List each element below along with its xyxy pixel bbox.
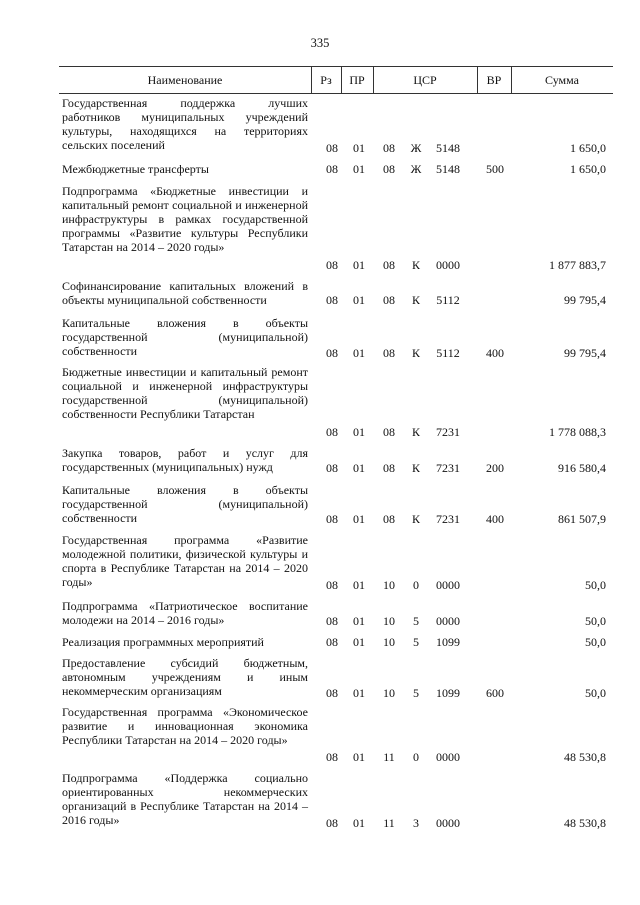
- row-csr-3: 7231: [436, 461, 460, 475]
- row-csr-3: 0000: [436, 614, 460, 628]
- row-pr: 01: [353, 258, 365, 272]
- row-csr-2: К: [411, 461, 420, 475]
- row-csr-1: 10: [383, 635, 395, 649]
- row-pr: 01: [353, 425, 365, 439]
- row-csr-2: 5: [413, 614, 419, 628]
- row-name: Реализация программных мероприятий: [62, 635, 264, 649]
- row-name: Бюджетные инвестиции и капитальный ремонт социальной и инженерной инфраструктуры государственной (муниципальной) собственности Республики Татарстан: [62, 365, 308, 422]
- header-csr: ЦСР: [413, 73, 437, 87]
- row-pr: 01: [353, 141, 365, 155]
- row-pr: 01: [353, 293, 365, 307]
- row-name: Государственная программа «Развитие молодежной политики, физической культуры и спорта в Республике Татарстан на 2014 – 2020 годы»: [62, 533, 308, 590]
- row-name: Предоставление субсидий бюджетным, автономным учреждениям и иным некоммерческим организациям: [62, 656, 308, 699]
- row-sum: 50,0: [585, 578, 606, 592]
- row-pr: 01: [353, 346, 365, 360]
- row-csr-1: 08: [383, 512, 395, 526]
- row-pr: 01: [353, 461, 365, 475]
- row-pr: 01: [353, 635, 365, 649]
- row-csr-1: 11: [383, 816, 395, 830]
- row-csr-1: 08: [383, 425, 395, 439]
- row-name: Межбюджетные трансферты: [62, 162, 209, 176]
- row-csr-3: 1099: [436, 635, 460, 649]
- row-csr-3: 5148: [436, 162, 460, 176]
- row-name: Софинансирование капитальных вложений в объекты муниципальной собственности: [62, 279, 308, 308]
- row-pr: 01: [353, 816, 365, 830]
- row-csr-1: 08: [383, 293, 395, 307]
- row-name: Подпрограмма «Поддержка социально ориентированных некоммерческих организаций в Республике Татарстан на 2014 – 2016 годы»: [62, 771, 308, 828]
- row-csr-2: 5: [413, 635, 419, 649]
- row-vr: 600: [486, 686, 504, 700]
- row-csr-2: Ж: [410, 141, 422, 155]
- row-rz: 08: [326, 346, 338, 360]
- row-sum: 916 580,4: [558, 461, 606, 475]
- row-csr-2: К: [411, 346, 420, 360]
- row-name: Подпрограмма «Бюджетные инвестиции и капитальный ремонт социальной и инженерной инфраструктуры в рамках государственной программы «Развитие культуры Республики Татарстан на 2014 – 2020 годы»: [62, 184, 308, 255]
- row-pr: 01: [353, 162, 365, 176]
- row-csr-2: 0: [413, 750, 419, 764]
- row-csr-3: 1099: [436, 686, 460, 700]
- row-sum: 861 507,9: [558, 512, 606, 526]
- row-csr-1: 08: [383, 258, 395, 272]
- row-rz: 08: [326, 750, 338, 764]
- row-rz: 08: [326, 816, 338, 830]
- row-csr-3: 5148: [436, 141, 460, 155]
- row-sum: 1 877 883,7: [549, 258, 606, 272]
- page-number: 335: [310, 36, 330, 50]
- row-csr-2: 3: [413, 816, 419, 830]
- row-name: Капитальные вложения в объекты государственной (муниципальной) собственности: [62, 483, 308, 526]
- row-csr-3: 7231: [436, 425, 460, 439]
- row-rz: 08: [326, 141, 338, 155]
- row-sum: 50,0: [585, 614, 606, 628]
- row-csr-2: 5: [413, 686, 419, 700]
- row-pr: 01: [353, 686, 365, 700]
- row-rz: 08: [326, 258, 338, 272]
- row-name: Государственная поддержка лучших работников муниципальных учреждений культуры, находящихся на территориях сельских поселений: [62, 96, 308, 153]
- row-csr-2: К: [411, 293, 420, 307]
- header-rz: Рз: [320, 73, 332, 87]
- row-csr-2: К: [411, 258, 420, 272]
- row-name: Подпрограмма «Патриотическое воспитание молодежи на 2014 – 2016 годы»: [62, 599, 308, 628]
- row-rz: 08: [326, 686, 338, 700]
- row-rz: 08: [326, 162, 338, 176]
- row-sum: 99 795,4: [564, 346, 606, 360]
- row-csr-1: 08: [383, 346, 395, 360]
- row-rz: 08: [326, 512, 338, 526]
- row-csr-2: К: [411, 512, 420, 526]
- row-csr-1: 08: [383, 141, 395, 155]
- row-csr-2: Ж: [410, 162, 422, 176]
- row-name: Государственная программа «Экономическое развитие и инновационная экономика Республики Татарстан на 2014 – 2020 годы»: [62, 705, 308, 748]
- row-sum: 1 650,0: [570, 162, 606, 176]
- row-sum: 48 530,8: [564, 750, 606, 764]
- row-csr-1: 08: [383, 461, 395, 475]
- header-vr: ВР: [486, 73, 502, 87]
- row-csr-2: 0: [413, 578, 419, 592]
- table-header: [59, 66, 613, 94]
- row-csr-3: 5112: [436, 346, 460, 360]
- row-sum: 48 530,8: [564, 816, 606, 830]
- row-rz: 08: [326, 635, 338, 649]
- row-sum: 1 778 088,3: [549, 425, 606, 439]
- row-vr: 400: [486, 346, 504, 360]
- row-csr-2: К: [411, 425, 420, 439]
- row-pr: 01: [353, 750, 365, 764]
- row-pr: 01: [353, 578, 365, 592]
- header-pr: ПР: [349, 73, 365, 87]
- row-pr: 01: [353, 614, 365, 628]
- row-rz: 08: [326, 614, 338, 628]
- row-csr-1: 10: [383, 614, 395, 628]
- row-csr-1: 10: [383, 686, 395, 700]
- row-csr-3: 5112: [436, 293, 460, 307]
- row-csr-1: 08: [383, 162, 395, 176]
- header-sum: Сумма: [545, 73, 579, 87]
- row-sum: 50,0: [585, 686, 606, 700]
- row-sum: 1 650,0: [570, 141, 606, 155]
- row-csr-3: 0000: [436, 578, 460, 592]
- row-csr-1: 11: [383, 750, 395, 764]
- row-csr-3: 7231: [436, 512, 460, 526]
- row-csr-1: 10: [383, 578, 395, 592]
- row-vr: 500: [486, 162, 504, 176]
- row-rz: 08: [326, 461, 338, 475]
- row-rz: 08: [326, 425, 338, 439]
- row-sum: 99 795,4: [564, 293, 606, 307]
- row-rz: 08: [326, 578, 338, 592]
- row-name: Закупка товаров, работ и услуг для государственных (муниципальных) нужд: [62, 446, 308, 475]
- row-vr: 400: [486, 512, 504, 526]
- row-csr-3: 0000: [436, 750, 460, 764]
- row-name: Капитальные вложения в объекты государственной (муниципальной) собственности: [62, 316, 308, 359]
- row-pr: 01: [353, 512, 365, 526]
- row-csr-3: 0000: [436, 258, 460, 272]
- row-vr: 200: [486, 461, 504, 475]
- row-sum: 50,0: [585, 635, 606, 649]
- header-name: Наименование: [147, 73, 223, 87]
- row-rz: 08: [326, 293, 338, 307]
- row-csr-3: 0000: [436, 816, 460, 830]
